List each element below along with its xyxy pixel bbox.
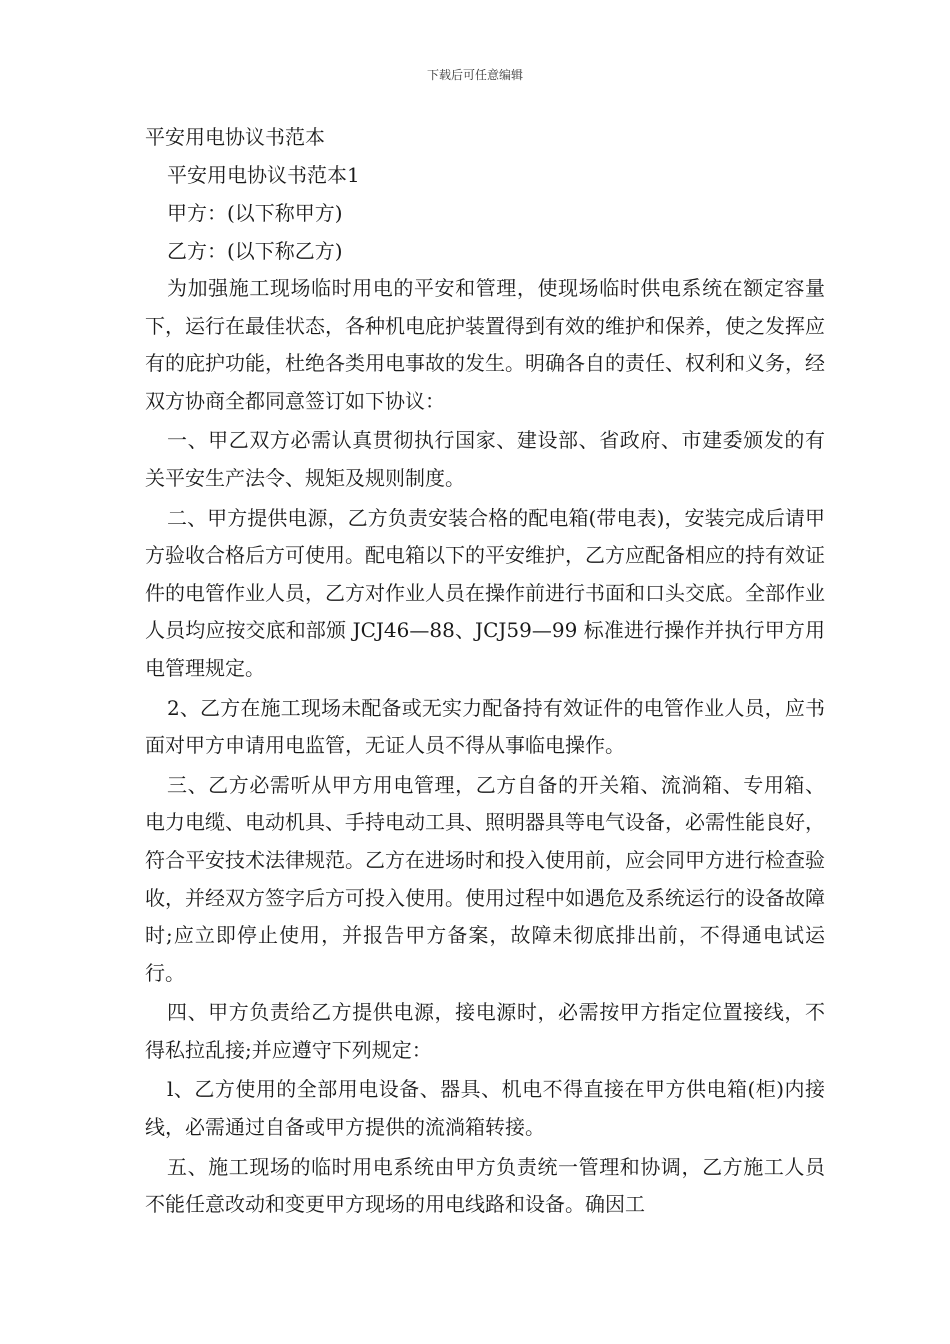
paragraph-clause-4-sub: l、乙方使用的全部用电设备、器具、机电不得直接在甲方供电箱(柜)内接线，必需通过自备或甲方提供的流淌箱转接。: [145, 1077, 825, 1140]
paragraph-clause-3: 三、乙方必需听从甲方用电管理，乙方自备的开关箱、流淌箱、专用箱、电力电缆、电动机具、手持电动工具、照明器具等电气设备，必需性能良好，符合平安技术法律规范。乙方在进场时和投入使用前，应会同甲方进行检查验收，并经双方签字后方可投入使用。使用过程中如遇危及系统运行的设备故障时;应立即停止使用，并报告甲方备案，故障未彻底排出前，不得通电试运行。: [145, 772, 825, 985]
paragraph-clause-4: 四、甲方负责给乙方提供电源，接电源时，必需按甲方指定位置接线，不得私拉乱接;并应遵守下列规定：: [145, 1000, 825, 1062]
page-header: 下载后可任意编辑: [426, 68, 523, 82]
paragraph-clause-1: 一、甲乙双方必需认真贯彻执行国家、建设部、省政府、市建委颁发的有关平安生产法令、规矩及规则制度。: [145, 428, 825, 490]
document-subtitle: 平安用电协议书范本1: [167, 163, 360, 187]
document-body: [145, 118, 825, 1226]
document-title: 平安用电协议书范本: [145, 125, 325, 149]
paragraph-clause-2-sub: 2、乙方在施工现场未配备或无实力配备持有效证件的电管作业人员，应书面对甲方申请用电监管，无证人员不得从事临电操作。: [145, 695, 825, 758]
party-a-line: 甲方：(以下称甲方): [167, 201, 343, 225]
paragraph-intro: 为加强施工现场临时用电的平安和管理，使现场临时供电系统在额定容量下，运行在最佳状态，各种机电庇护装置得到有效的维护和保养，使之发挥应有的庇护功能，杜绝各类用电事故的发生。明确各自的责任、权利和义务，经双方协商全都同意签订如下协议：: [145, 276, 825, 413]
paragraph-clause-5: 五、施工现场的临时用电系统由甲方负责统一管理和协调，乙方施工人员不能任意改动和变更甲方现场的用电线路和设备。确因工: [145, 1154, 825, 1217]
paragraph-clause-2: 二、甲方提供电源，乙方负责安装合格的配电箱(带电表)，安装完成后请甲方验收合格后方可使用。配电箱以下的平安维护，乙方应配备相应的持有效证件的电管作业人员，乙方对作业人员在操作前进行书面和口头交底。全部作业人员均应按交底和部颁 JCJ46—88、JCJ59—99 标准进行操作并执行甲方用电管理规定。: [145, 505, 825, 680]
party-b-line: 乙方：(以下称乙方): [167, 239, 343, 263]
